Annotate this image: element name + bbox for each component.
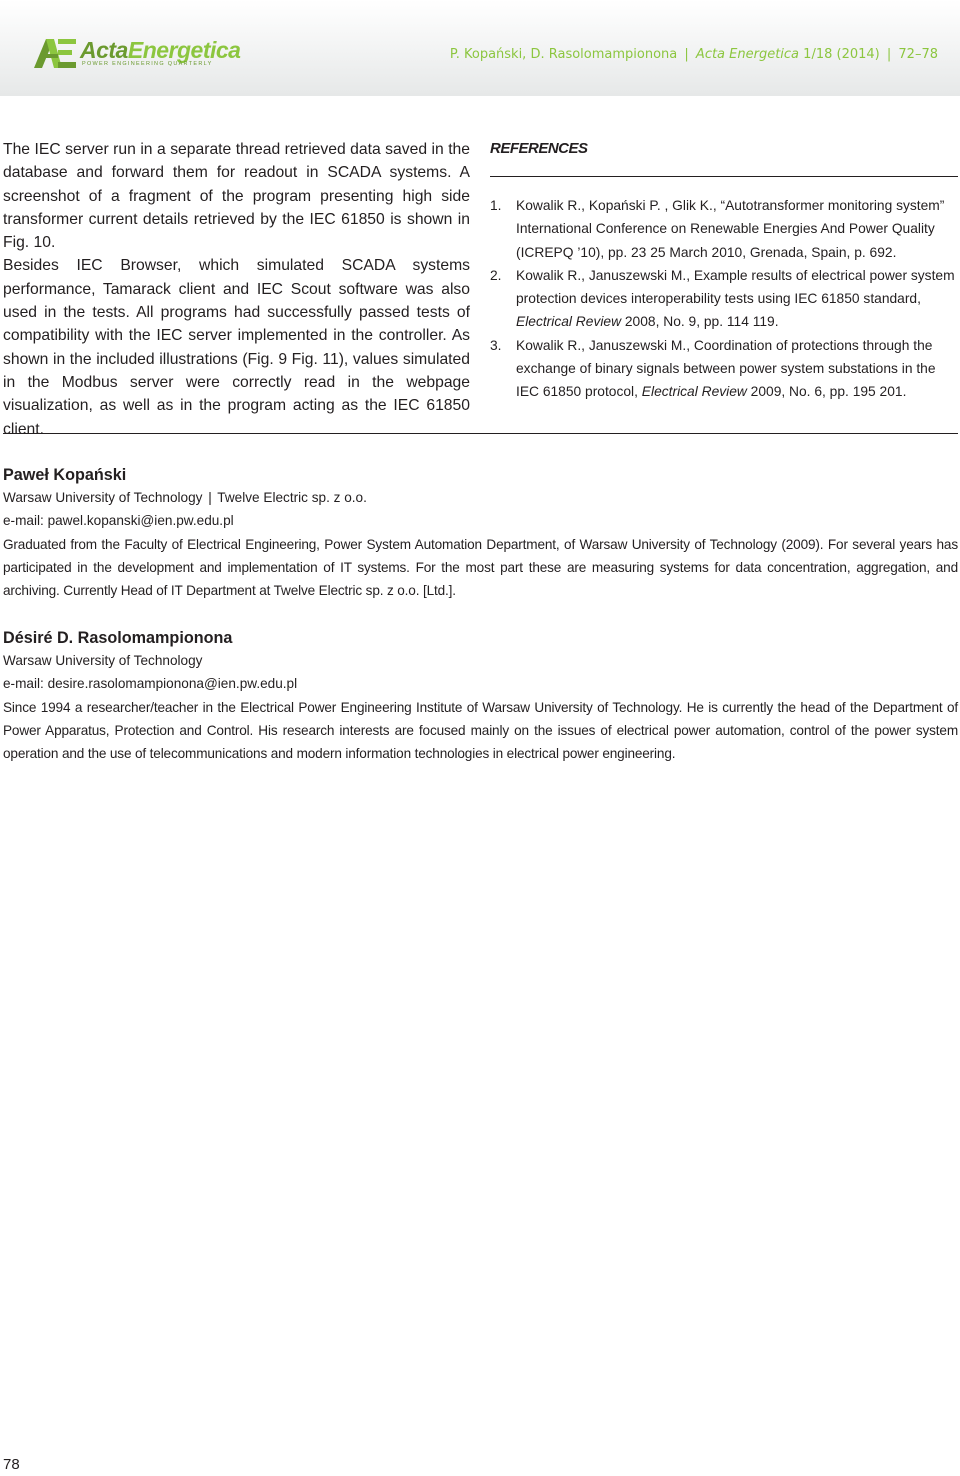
running-head-authors: P. Kopański, D. Rasolomampionona (449, 47, 678, 62)
section-divider (3, 433, 958, 434)
journal-logo (32, 37, 252, 69)
page-number: 78 (3, 1456, 20, 1473)
references-rule (490, 176, 958, 177)
author-name: Désiré D. Rasolomampionona (3, 629, 233, 647)
author-affiliation: Warsaw University of Technology (3, 653, 203, 668)
references-heading: REFERENCES (490, 140, 588, 157)
references-section (490, 138, 958, 404)
logo-text-energetica: Energetica (127, 37, 241, 63)
author-name: Paweł Kopański (3, 466, 127, 484)
affiliation-separator: | (208, 490, 212, 505)
reference-text-end: 2009, No. 6, pp. 195 201. (746, 384, 907, 400)
author-bio (3, 626, 958, 765)
running-head-separator-2: | (886, 47, 892, 62)
reference-item (490, 264, 958, 334)
running-head-separator: | (684, 47, 689, 62)
body-paragraph-1: The IEC server run in a separate thread retrieved data saved in the database and forward them for readout in SCADA systems. A screenshot of a fragment of the program presenting high side transformer current details retrieved by the IEC 61850 is shown in Fig. 10. (3, 141, 470, 252)
running-head-pages: 72–78 (898, 47, 938, 62)
reference-number: 3. (490, 337, 502, 353)
running-head-issue: 1/18 (2014) (803, 47, 880, 62)
running-head-journal: Acta Energetica (695, 47, 800, 62)
page-header (0, 0, 960, 96)
reference-journal: Electrical Review (641, 384, 747, 400)
affiliation-university: Warsaw University of Technology (3, 490, 203, 505)
references-list (490, 194, 958, 404)
author-biography: Since 1994 a researcher/teacher in the Electrical Power Engineering Institute of Warsaw University of Technology. He is currently the head of the Department of Power Apparatus, Protection and Control. His research interests are focused mainly on the issues of electrical power automation, control of the power system operation and the use of telecommunications and modern information technologies in electrical power engineering. (3, 699, 958, 762)
ae-logo-icon (32, 37, 78, 69)
reference-number: 2. (490, 267, 502, 283)
logo-text-acta: Acta (80, 37, 128, 63)
author-bio (3, 463, 958, 602)
reference-text: Kowalik R., Januszewski M., Coordination of protections through the exchange of binary signals between power system substations in the IEC 61850 protocol, (516, 337, 936, 400)
reference-text: Kowalik R., Kopański P. , Glik K., “Autotransformer monitoring system” International Conference on Renewable Energies And Power Quality (ICREPQ ’10), pp. 23 25 March 2010, Grenada, Spain, p. 692. (516, 198, 945, 260)
author-biography: Graduated from the Faculty of Electrical Engineering, Power System Automation Department, of Warsaw University of Technology (2009). For several years has participated in the development and implementation of IT systems. For the most part these are measuring systems for data concentration, aggregation, and archiving. Currently Head of IT Department at Twelve Electric sp. z o.o. [Ltd.]. (3, 536, 958, 599)
logo-tagline: POWER ENGINEERING QUARTERLY (82, 61, 213, 67)
reference-journal: Electrical Review (516, 314, 622, 330)
affiliation-company: Twelve Electric sp. z o.o. (217, 490, 367, 505)
reference-item (490, 194, 958, 264)
running-head (450, 47, 938, 62)
reference-item (490, 334, 958, 404)
reference-number: 1. (490, 198, 502, 213)
author-email: e-mail: desire.rasolomampionona@ien.pw.edu.pl (3, 676, 298, 692)
author-affiliation (3, 486, 958, 509)
logo-wordmark (80, 37, 240, 64)
body-paragraph-2: Besides IEC Browser, which simulated SCADA systems performance, Tamarack client and IEC Scout software was also used in the tests. All programs had successfully passed tests of compatibility with the IEC server implemented in the controller. As shown in the included illustrations (Fig. 9 Fig. 11), values simulated in the Modbus server were correctly read in the webpage visualization, as well as in the program acting as the IEC 61850 client. (3, 257, 470, 438)
reference-text-end: 2008, No. 9, pp. 114 119. (621, 314, 779, 330)
author-email: e-mail: pawel.kopanski@ien.pw.edu.pl (3, 513, 234, 529)
reference-text: Kowalik R., Januszewski M., Example results of electrical power system protection devices interoperability tests using IEC 61850 standard, (516, 267, 955, 307)
body-text-column (3, 138, 470, 441)
